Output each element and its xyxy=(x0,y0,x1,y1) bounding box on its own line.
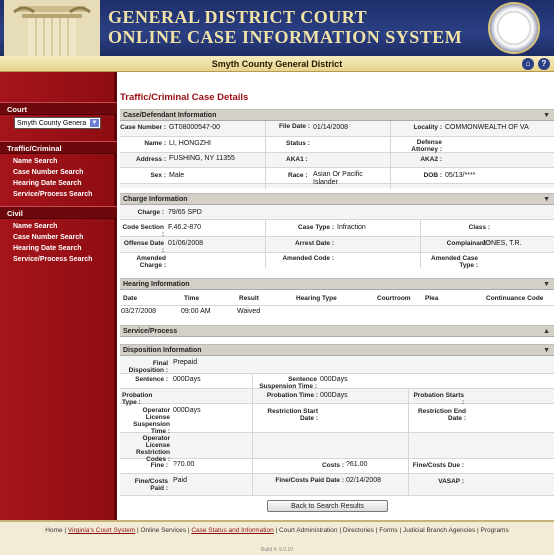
case-section-header[interactable] xyxy=(120,109,554,121)
probation-time-label: Probation Time : xyxy=(266,392,318,399)
chevron-down-icon[interactable]: ▼ xyxy=(91,120,98,126)
site-header xyxy=(0,0,554,56)
locality-value: COMMONWEALTH OF VA xyxy=(445,124,529,131)
divider xyxy=(252,373,253,495)
race-label: Race : xyxy=(288,172,308,179)
charge-value: 79/65 SPD xyxy=(168,209,202,216)
sex-value: Male xyxy=(169,172,185,179)
locality-label: Locality : xyxy=(413,124,442,131)
dob-label: DOB : xyxy=(423,172,442,179)
expand-icon[interactable]: ▲ xyxy=(543,328,550,335)
collapse-icon[interactable]: ▼ xyxy=(543,196,550,203)
header-title-line1: GENERAL DISTRICT COURT xyxy=(108,7,368,27)
back-to-search-results-button[interactable]: Back to Search Results xyxy=(267,500,388,512)
civil-hearing-date-search-link[interactable]: Hearing Date Search xyxy=(13,245,82,252)
footer-links xyxy=(0,527,554,534)
divider xyxy=(408,388,409,495)
restriction-end-label: Restriction End Date : xyxy=(417,408,466,422)
charge-label: Charge : xyxy=(137,209,164,216)
case-type-label: Case Type : xyxy=(297,224,334,231)
fine-costs-paid-label: Fine/Costs Paid : xyxy=(134,478,168,492)
court-select[interactable] xyxy=(14,117,101,129)
sentence-label: Sentence : xyxy=(135,376,168,383)
traffic-name-search-link[interactable]: Name Search xyxy=(13,158,58,165)
final-disposition-label: Final Disposition : xyxy=(128,360,168,374)
header-title-line2: ONLINE CASE INFORMATION SYSTEM xyxy=(108,27,463,47)
restriction-codes-label: Operator License Restriction Codes : xyxy=(136,435,170,463)
column-logo xyxy=(4,0,100,56)
hearing-col-plea: Plea xyxy=(425,295,439,302)
separator: | xyxy=(135,527,141,534)
separator: | xyxy=(337,527,343,534)
disposition-section-header[interactable] xyxy=(120,344,554,356)
vasap-label: VASAP : xyxy=(438,478,464,485)
complainant-value: JONES, T.R. xyxy=(482,240,522,247)
service-section-header[interactable] xyxy=(120,325,554,337)
footer-courts-link[interactable]: Virginia's Court System xyxy=(67,527,136,534)
civil-service-process-search-link[interactable]: Service/Process Search xyxy=(13,256,93,263)
class-label: Class : xyxy=(468,224,490,231)
fine-costs-paid-value: Paid xyxy=(173,477,188,484)
disposition-section-title: Disposition Information xyxy=(123,347,202,354)
divider xyxy=(120,388,554,389)
divider xyxy=(120,167,554,168)
sentence-suspension-label: Sentence Suspension Time : xyxy=(259,376,317,390)
license-suspension-value: 000Days xyxy=(173,407,201,414)
sidebar-civil-heading: Civil xyxy=(0,206,117,219)
hearing-time-cell: 09:00 AM xyxy=(181,308,211,315)
collapse-icon[interactable]: ▼ xyxy=(543,112,550,119)
restriction-start-label: Restriction Start Date : xyxy=(267,408,318,422)
hearing-date-cell: 03/27/2008 xyxy=(121,308,157,315)
footer xyxy=(0,520,554,555)
case-number-value: GT08000547-00 xyxy=(169,124,220,131)
divider xyxy=(265,219,266,268)
case-type-value: Infraction xyxy=(337,224,366,231)
divider xyxy=(120,403,554,404)
divider xyxy=(390,121,391,189)
footer-online-link[interactable]: Online Services xyxy=(140,527,186,534)
name-value: LI, HONGZHI xyxy=(169,140,212,147)
virginia-seal-icon xyxy=(488,2,540,54)
hearing-col-result: Result xyxy=(239,295,259,302)
build-number: Build #: 5.0.10 xyxy=(261,547,293,553)
county-name: Smyth County General District xyxy=(211,59,343,69)
collapse-icon[interactable]: ▼ xyxy=(543,281,550,288)
help-icon[interactable]: ? xyxy=(538,58,550,70)
amended-charge-label: Amended Charge : xyxy=(136,255,166,269)
sex-label: Sex : xyxy=(150,172,166,179)
sidebar-traffic-heading: Traffic/Criminal xyxy=(0,141,117,154)
sentence-suspension-value: 000Days xyxy=(320,376,348,383)
hearing-col-type: Hearing Type xyxy=(296,295,337,302)
civil-case-number-search-link[interactable]: Case Number Search xyxy=(13,234,84,241)
home-icon[interactable]: ⌂ xyxy=(522,58,534,70)
fine-costs-paid-date-label: Fine/Costs Paid Date : xyxy=(275,477,344,484)
traffic-case-number-search-link[interactable]: Case Number Search xyxy=(13,169,84,176)
traffic-service-process-search-link[interactable]: Service/Process Search xyxy=(13,191,93,198)
hearing-col-courtroom: Courtroom xyxy=(377,295,411,302)
footer-agencies-link[interactable]: Judicial Branch Agencies xyxy=(402,527,476,534)
aka2-label: AKA2 : xyxy=(420,156,442,163)
divider xyxy=(120,152,554,153)
separator: | xyxy=(273,527,280,534)
fine-label: Fine : xyxy=(150,462,168,469)
offense-date-label: Offense Date : xyxy=(123,240,164,254)
final-disposition-value: Prepaid xyxy=(173,359,198,366)
case-section-title: Case/Defendant Information xyxy=(123,112,217,119)
arrest-date-label: Arrest Date : xyxy=(294,240,334,247)
hearing-col-date: Date xyxy=(123,295,138,302)
divider xyxy=(120,495,554,496)
footer-admin-link[interactable]: Court Administration xyxy=(279,527,338,534)
hearing-result-cell: Waived xyxy=(237,308,261,315)
divider xyxy=(120,136,554,137)
charge-section-header[interactable] xyxy=(120,193,554,205)
costs-label: Costs : xyxy=(321,462,344,469)
footer-forms-link[interactable]: Forms xyxy=(379,527,398,534)
divider xyxy=(120,236,554,237)
divider xyxy=(120,473,554,474)
costs-value: ?61.00 xyxy=(346,461,368,468)
file-date-label: File Date : xyxy=(278,123,310,130)
row-bg xyxy=(120,432,554,458)
address-value: FUSHING, NY 11355 xyxy=(169,155,235,162)
fine-costs-paid-date-value: 02/14/2008 xyxy=(346,477,382,484)
aka1-label: AKA1 : xyxy=(286,156,308,163)
footer-directories-link[interactable]: Directories xyxy=(342,527,374,534)
hearing-col-continuance: Continuance Code xyxy=(486,295,544,302)
hearing-col-time: Time xyxy=(184,295,200,302)
separator: | xyxy=(62,527,68,534)
code-section-value: F.46.2-870 xyxy=(168,224,202,231)
sentence-value: 000Days xyxy=(173,376,201,383)
collapse-icon[interactable]: ▼ xyxy=(543,347,550,354)
footer-programs-link[interactable]: Programs xyxy=(480,527,509,534)
sidebar xyxy=(0,72,117,520)
charge-section-title: Charge Information xyxy=(123,196,188,203)
probation-type-label: Probation Type : xyxy=(122,392,153,406)
court-select-value: Smyth County Genera xyxy=(17,120,87,127)
fine-value: ?70.00 xyxy=(173,461,195,468)
offense-date-value: 01/06/2008 xyxy=(168,240,204,247)
service-section-title: Service/Process xyxy=(123,328,178,335)
county-bar xyxy=(0,56,554,72)
footer-status-link[interactable]: Case Status and Information xyxy=(191,527,274,534)
divider xyxy=(120,305,554,306)
case-number-label: Case Number : xyxy=(120,124,166,131)
sidebar-court-heading: Court xyxy=(0,102,117,115)
divider xyxy=(120,432,554,433)
amended-case-type-label: Amended Case Type : xyxy=(431,255,478,269)
license-suspension-label: Operator License Suspension Time : xyxy=(133,407,170,435)
divider xyxy=(265,121,266,189)
code-section-label: Code Section : xyxy=(122,224,164,238)
main-content xyxy=(120,72,554,520)
separator: | xyxy=(186,527,192,534)
divider xyxy=(120,252,554,253)
defense-attorney-label: Defense Attorney : xyxy=(411,139,442,153)
address-label: Address : xyxy=(136,156,166,163)
divider xyxy=(120,373,554,374)
name-label: Name : xyxy=(144,140,166,147)
probation-starts-label: Probation Starts : xyxy=(413,392,464,406)
separator: | xyxy=(475,527,481,534)
civil-name-search-link[interactable]: Name Search xyxy=(13,223,58,230)
status-label: Status : xyxy=(286,140,310,147)
footer-home-link[interactable]: Home xyxy=(45,527,63,534)
separator: | xyxy=(397,527,403,534)
traffic-hearing-date-search-link[interactable]: Hearing Date Search xyxy=(13,180,82,187)
divider xyxy=(120,458,554,459)
divider xyxy=(120,219,554,220)
page-title: Traffic/Criminal Case Details xyxy=(120,92,249,103)
dob-value: 05/13/**** xyxy=(445,172,476,179)
fine-costs-due-label: Fine/Costs Due : xyxy=(412,462,464,469)
complainant-label: Complainant : xyxy=(446,240,490,247)
probation-time-value: 000Days xyxy=(320,392,348,399)
amended-code-label: Amended Code : xyxy=(282,255,334,262)
race-value: Asian Or Pacific Islander xyxy=(313,171,363,186)
hearing-section-title: Hearing Information xyxy=(123,281,190,288)
separator: | xyxy=(373,527,380,534)
file-date-value: 01/14/2008 xyxy=(313,124,349,131)
hearing-section-header[interactable] xyxy=(120,278,554,290)
